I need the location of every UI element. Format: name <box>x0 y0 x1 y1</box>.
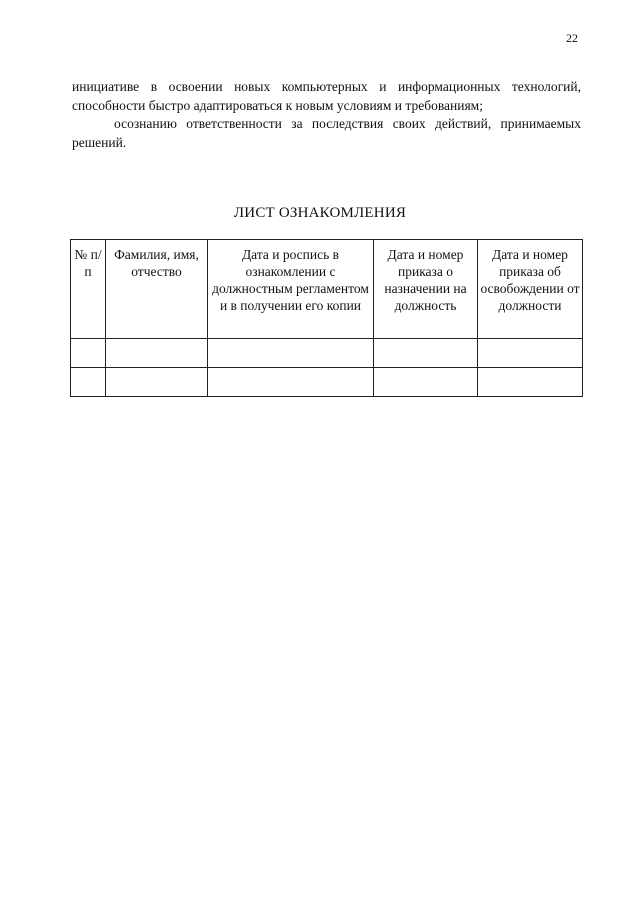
column-header-dismissal-order: Дата и номер приказа об освобождении от должности <box>478 240 583 339</box>
table-cell <box>374 368 478 397</box>
column-header-acknowledgement-date: Дата и роспись в ознакомлении с должностным регламентом и в получении его копии <box>208 240 374 339</box>
table-cell <box>478 339 583 368</box>
column-header-appointment-order: Дата и номер приказа о назначении на должность <box>374 240 478 339</box>
table-cell <box>71 339 106 368</box>
table-cell <box>478 368 583 397</box>
table-cell <box>71 368 106 397</box>
sheet-title: ЛИСТ ОЗНАКОМЛЕНИЯ <box>233 205 407 221</box>
page-number: 22 <box>566 31 578 45</box>
body-text <box>72 78 581 152</box>
table-header-row <box>71 240 583 339</box>
column-header-full-name: Фамилия, имя, отчество <box>106 240 208 339</box>
table-cell <box>106 339 208 368</box>
acknowledgement-table <box>70 239 583 397</box>
table-cell <box>208 339 374 368</box>
table-cell <box>208 368 374 397</box>
paragraph: инициативе в освоении новых компьютерных и информационных технологий, способности быстро адаптироваться к новым условиям и требованиям; <box>72 79 581 113</box>
paragraph: осознанию ответственности за последствия своих действий, принимаемых решений. <box>72 116 581 150</box>
table-row <box>71 339 583 368</box>
table-cell <box>106 368 208 397</box>
table-row <box>71 368 583 397</box>
table-cell <box>374 339 478 368</box>
column-header-number: № п/п <box>71 240 106 339</box>
